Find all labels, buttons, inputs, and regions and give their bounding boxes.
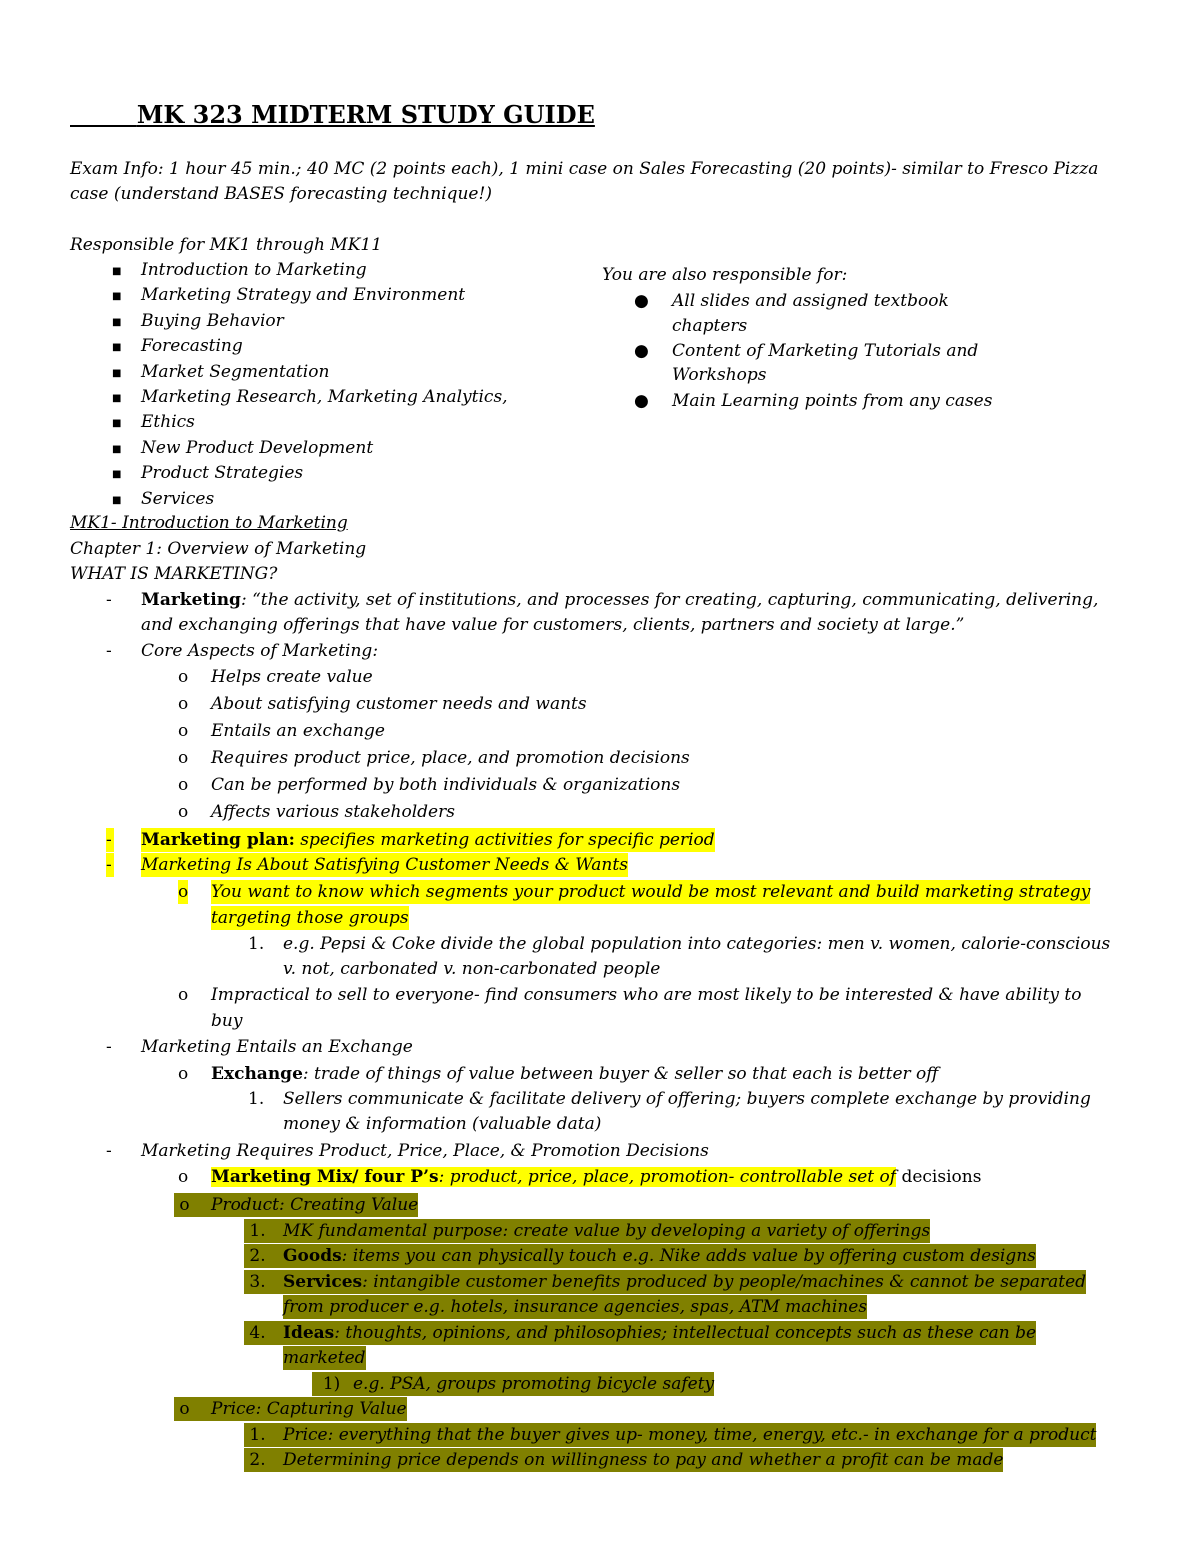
circle-bullet-icon: o [178,985,189,1005]
module-item: Services [141,488,215,509]
circle-bullet-icon: o [178,882,189,902]
core-item: Entails an exchange [211,721,385,741]
dash-icon: - [106,828,114,852]
impractical-text: Impractical to sell to everyone- find consumers who are most likely to be interested & have ability to [211,985,1082,1005]
pepsi-example: e.g. Pepsi & Coke divide the global population into categories: men v. women, calorie-conscious [283,934,1111,954]
circle-bullet-icon: o [178,1064,189,1084]
section-heading: MK1- Introduction to Marketing [70,513,348,533]
circle-bullet-icon: o [178,667,189,687]
product-heading: Product: Creating Value [196,1193,418,1217]
chapter-heading: Chapter 1: Overview of Marketing [70,539,367,559]
dash-icon: - [106,853,114,877]
price-item: Price: everything that the buyer gives up- money, time, energy, etc.- in exchange for a product [283,1425,1097,1445]
also-item: All slides and assigned textbook [672,291,949,311]
dash-icon: - [106,1141,112,1161]
number-marker: 2. [244,1448,283,1472]
also-heading: You are also responsible for: [602,265,848,285]
ideas-item: Ideas: thoughts, opinions, and philosophies; intellectual concepts such as these can be [283,1323,1037,1343]
bullet-icon: ● [634,391,649,411]
circle-bullet-icon: o [174,1193,196,1217]
square-bullet-icon: ■ [112,266,122,277]
responsible-heading: Responsible for MK1 through MK11 [70,235,383,255]
exam-info-line-2: case (understand BASES forecasting technique!) [70,184,492,204]
circle-bullet-icon: o [178,694,189,714]
segments-text: You want to know which segments your product would be most relevant and build marketing strategy [211,882,1091,902]
circle-bullet-icon: o [178,1167,189,1187]
square-bullet-icon: ■ [112,494,122,506]
square-bullet-icon: ■ [112,291,122,303]
circle-bullet-icon: o [174,1397,196,1421]
services-item-cont: from producer e.g. hotels, insurance agencies, spas, ATM machines [283,1297,868,1317]
module-item: Ethics [141,412,195,433]
subheading: WHAT IS MARKETING? [70,564,278,584]
services-item: Services: intangible customer benefits produced by people/machines & cannot be separated [283,1272,1087,1292]
number-marker: 1. [248,1089,265,1109]
marketing-mix: Marketing Mix/ four P’s: product, price, place, promotion- controllable set of decisions [211,1167,982,1187]
core-heading: Core Aspects of Marketing: [141,641,379,661]
square-bullet-icon: ■ [112,316,122,328]
number-marker: 3. [244,1270,283,1294]
requires-heading: Marketing Requires Product, Price, Place, & Promotion Decisions [141,1141,709,1161]
module-item: New Product Development [141,437,374,458]
circle-bullet-icon: o [178,721,189,741]
marketing-definition-cont: and exchanging offerings that have value for customers, clients, partners and society at large.” [141,615,965,635]
exchange-heading: Marketing Entails an Exchange [141,1037,413,1057]
module-item: Marketing Strategy and Environment [141,285,466,306]
satisfy-heading: Marketing Is About Satisfying Customer Needs & Wants [141,855,628,875]
number-marker: 1. [248,934,265,954]
circle-bullet-icon: o [178,775,189,795]
square-bullet-icon: ■ [112,393,122,404]
number-marker: 4. [244,1321,283,1345]
number-marker: 2. [244,1244,283,1268]
core-item: Can be performed by both individuals & organizations [211,775,681,795]
also-item: Content of Marketing Tutorials and [672,341,979,361]
module-item: Introduction to Marketing [141,260,367,280]
also-item: Main Learning points from any cases [672,391,993,411]
page-title: MK 323 MIDTERM STUDY GUIDE [136,100,595,129]
module-item: Product Strategies [141,463,304,484]
core-item: Helps create value [211,667,373,687]
paren-marker: 1) [312,1372,353,1396]
module-item: Forecasting [141,336,243,357]
core-item: About satisfying customer needs and wants [211,694,587,714]
dash-icon: - [106,590,112,610]
square-bullet-icon: ■ [112,367,122,379]
number-marker: 1. [244,1423,283,1447]
ideas-item-cont: marketed [283,1348,366,1368]
core-item: Requires product price, place, and promotion decisions [211,748,690,768]
bullet-icon: ● [634,341,649,361]
price-heading: Price: Capturing Value [196,1397,407,1421]
square-bullet-icon: ■ [112,342,122,354]
psa-example: e.g. PSA, groups promoting bicycle safety [353,1374,715,1394]
bullet-icon: ● [634,291,649,311]
exam-info-line-1: Exam Info: 1 hour 45 min.; 40 MC (2 points each), 1 mini case on Sales Forecasting (20 points)- similar to Fresco Pizza [70,159,1099,179]
marketing-definition: Marketing: “the activity, set of institutions, and processes for creating, capturing, communicating, delivering, [141,590,1099,610]
product-item: MK fundamental purpose: create value by developing a variety of offerings [283,1221,931,1241]
sellers-text: Sellers communicate & facilitate delivery of offering; buyers complete exchange by providing [283,1089,1091,1109]
module-item: Buying Behavior [141,310,284,331]
module-item: Marketing Research, Marketing Analytics, [141,387,508,407]
exchange-definition: Exchange: trade of things of value between buyer & seller so that each is better off [211,1064,939,1084]
also-item: chapters [672,316,748,336]
marketing-plan: Marketing plan: specifies marketing activities for specific period [141,830,715,850]
circle-bullet-icon: o [178,802,189,822]
square-bullet-icon: ■ [112,469,122,481]
dash-icon: - [106,1037,112,1057]
module-item: Market Segmentation [141,361,330,382]
circle-bullet-icon: o [178,748,189,768]
square-bullet-icon: ■ [112,443,122,455]
segments-text-cont: targeting those groups [211,908,409,928]
goods-item: Goods: items you can physically touch e.g. Nike adds value by offering custom designs [283,1246,1036,1266]
impractical-text-cont: buy [211,1011,243,1031]
square-bullet-icon: ■ [112,418,122,430]
also-item: Workshops [672,365,767,385]
dash-icon: - [106,641,112,661]
sellers-text-cont: money & information (valuable data) [283,1114,602,1134]
core-item: Affects various stakeholders [211,802,455,822]
number-marker: 1. [244,1219,283,1243]
pepsi-example-cont: v. not, carbonated v. non-carbonated people [283,959,661,979]
price-item: Determining price depends on willingness to pay and whether a profit can be made [283,1450,1004,1470]
